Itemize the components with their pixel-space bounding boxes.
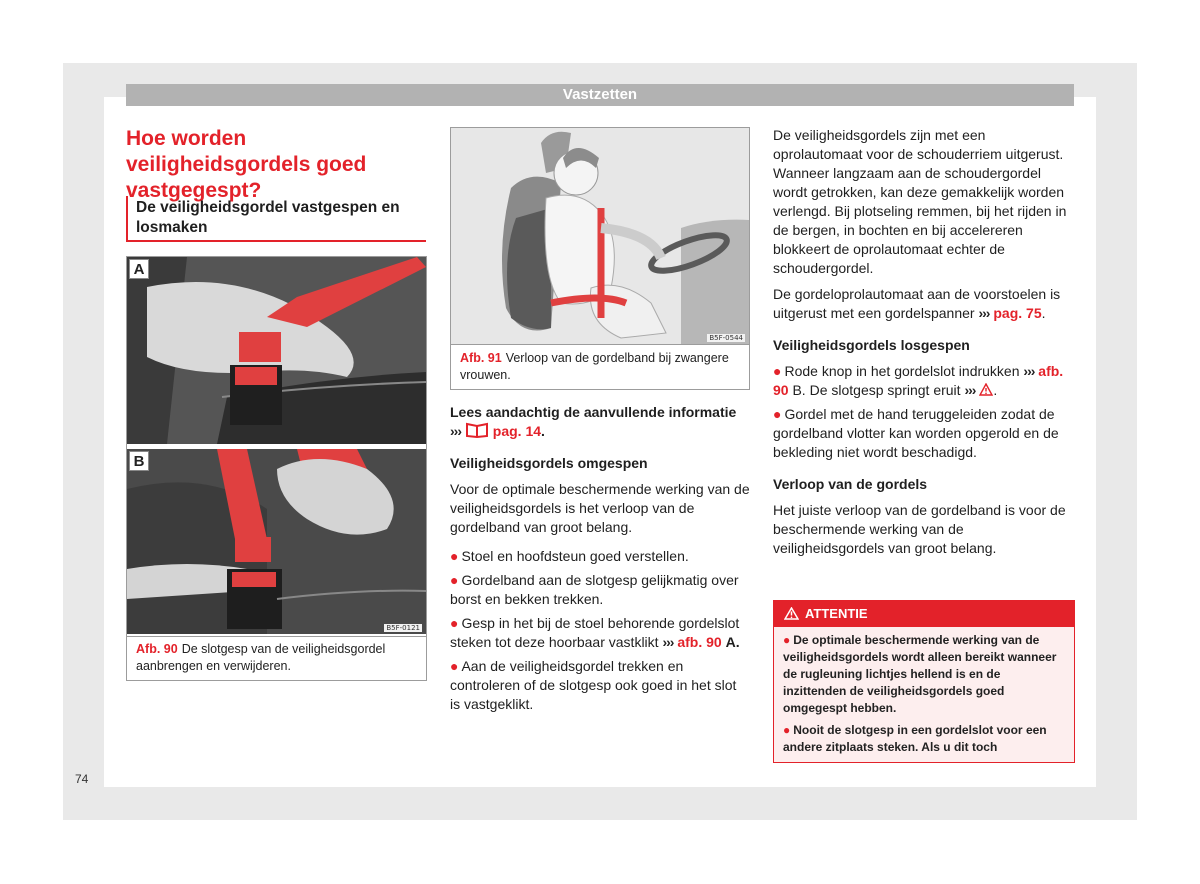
pregnant-driver-drawing: [451, 128, 749, 344]
page-title: Hoe worden veiligheidsgordels goed vastgegespt?: [126, 127, 367, 202]
bullet-icon: ●: [450, 572, 459, 588]
list-item-text: Gordel met de hand teruggeleiden zodat de gordelband vlotter kan worden opgerold en de bekleding niet wordt beschadigd.: [773, 406, 1059, 460]
read-note-link[interactable]: pag. 14: [492, 423, 542, 439]
warning-icon[interactable]: [979, 383, 993, 396]
page-link[interactable]: pag. 75: [993, 305, 1042, 321]
warning-item-text: Nooit de slotgesp in een gordelslot voor een andere zitplaats steken. Als u dit toch: [783, 723, 1047, 754]
list-item: [450, 614, 750, 652]
bullet-icon: ●: [450, 548, 459, 564]
warning-header: [774, 601, 1074, 627]
list-item-text: Gesp in het bij de stoel behorende gordelslot steken tot deze hoorbaar vastklikt: [450, 615, 740, 650]
warning-item: [783, 722, 1066, 756]
caption-label: Afb. 91: [460, 351, 502, 365]
caption-text: De slotgesp van de veiligheidsgordel aanbrengen en verwijderen.: [136, 642, 386, 673]
pretensioner-end: .: [1041, 305, 1046, 321]
warning-item: [783, 632, 1066, 717]
list-item: [450, 571, 750, 609]
figure-91-caption: [460, 350, 745, 384]
caption-label: Afb. 90: [136, 642, 178, 656]
figure-link[interactable]: afb. 90: [677, 634, 722, 650]
pregnant-belt-illustration: [451, 128, 749, 344]
list-item-text: Gordelband aan de slotgesp gelijkmatig over borst en bekken trekken.: [450, 572, 739, 607]
read-note-end: .: [541, 423, 545, 439]
warning-item-text: De optimale beschermende werking van de veiligheidsgordels wordt alleen bereikt wanneer de rugleuning lichtjes hellend is en de inzittenden de veiligheidsgordels goed omgegespt hebben.: [783, 633, 1057, 715]
pretensioner-text: De gordeloprolautomaat aan de voorstoelen is uitgerust met een gordelspanner: [773, 286, 1061, 321]
panel-label-b: B: [129, 451, 149, 471]
bullet-icon: ●: [773, 363, 782, 379]
read-note-text: Lees aandachtig de aanvullende informatie: [450, 404, 737, 420]
right-column: [773, 126, 1075, 558]
bullet-icon: ●: [450, 615, 459, 631]
bullet-icon: ●: [773, 406, 782, 422]
image-code: B5F-0121: [386, 624, 420, 632]
list-item: [773, 362, 1075, 400]
arrows-icon: ›››: [450, 423, 461, 439]
middle-column: [450, 403, 750, 714]
image-code: B5F-0544: [709, 334, 743, 342]
figure-90: [126, 256, 427, 681]
caption-divider: [451, 344, 749, 345]
bullet-icon: ●: [783, 723, 791, 737]
section-subtitle: De veiligheidsgordel vastgespen en losmaken: [126, 196, 426, 242]
list-item-text: Aan de veiligheidsgordel trekken en controleren of de slotgesp ook goed in het slot is vastgeklikt.: [450, 658, 737, 712]
list-item-end: A.: [725, 634, 740, 650]
panel-label-a: A: [129, 259, 149, 279]
arrows-icon: ›››: [964, 382, 976, 398]
caption-text: Verloop van de gordelband bij zwangere vrouwen.: [460, 351, 729, 382]
arrows-icon: ›››: [978, 305, 990, 321]
bullet-icon: ●: [450, 658, 459, 674]
warning-title: ATTENTIE: [805, 606, 868, 621]
routing-text: Het juiste verloop van de gordelband is voor de beschermende werking van de veiligheidsgordels van groot belang.: [773, 502, 1066, 556]
list-item-end: .: [993, 382, 998, 398]
read-note: [450, 403, 750, 441]
caption-divider: [127, 636, 426, 637]
routing-heading: Verloop van de gordels: [773, 476, 928, 492]
arrows-icon: ›››: [662, 634, 674, 650]
buckle-release-photo: [127, 449, 426, 634]
list-item-text: Stoel en hoofdsteun goed verstellen.: [461, 548, 689, 564]
buckle-heading: Veiligheidsgordels omgespen: [450, 455, 648, 471]
section-header: Vastzetten: [126, 84, 1074, 106]
buckle-release-illustration: [127, 449, 426, 634]
list-item-text: B. De slotgesp springt eruit: [792, 382, 961, 398]
pretensioner-note: [773, 285, 1075, 323]
list-item: [450, 657, 750, 714]
buckle-intro: Voor de optimale beschermende werking van de veiligheidsgordels is het verloop van de gordelband van groot belang.: [450, 481, 750, 535]
warning-box: [773, 600, 1075, 763]
warning-triangle-icon: [784, 607, 799, 620]
figure-90-caption: [136, 641, 421, 675]
warning-body: [774, 627, 1074, 756]
release-heading: Veiligheidsgordels losgespen: [773, 337, 970, 353]
retractor-intro: De veiligheidsgordels zijn met een oprolautomaat voor de schouderriem uitgerust. Wanneer langzaam aan de schoudergordel wordt getrokken, kan deze gemakkelijk worden verlengd. Bij plotseling remmen, bij het rijden in de bergen, in bochten en bij accelereren blokkeert de oprolautomaat echter de schoudergordel.: [773, 127, 1067, 276]
buckle-insert-photo: [127, 257, 426, 444]
list-item-text: Rode knop in het gordelslot indrukken: [784, 363, 1020, 379]
list-item: [773, 405, 1075, 462]
list-item: [450, 547, 750, 566]
bullet-icon: ●: [783, 633, 791, 647]
figure-link[interactable]: afb. 90: [773, 363, 1064, 398]
page-number: 74: [75, 772, 89, 786]
arrows-icon: ›››: [1023, 363, 1035, 379]
figure-91: [450, 127, 750, 390]
buckle-insert-illustration: [127, 257, 426, 444]
book-icon: [465, 422, 489, 438]
